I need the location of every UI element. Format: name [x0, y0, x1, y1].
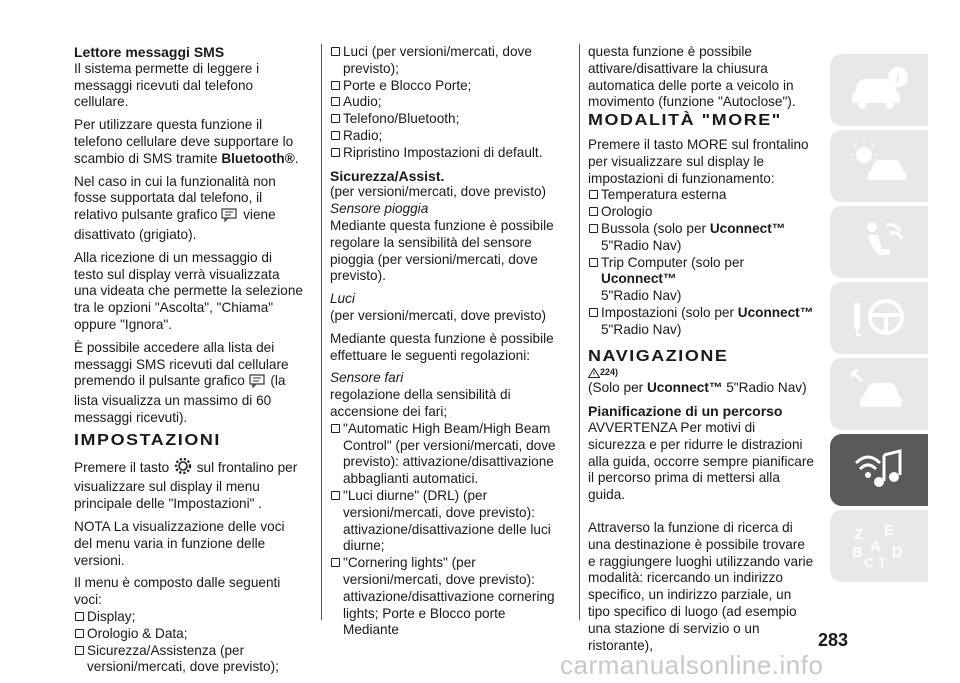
svg-text:B: B [852, 543, 863, 561]
paragraph: (per versioni/mercati, dove previsto) [330, 184, 547, 200]
spacer [588, 510, 816, 520]
heading-sicurezza: Sicurezza/Assist. [330, 167, 445, 184]
tab-car-info[interactable] [830, 54, 928, 126]
paragraph [74, 457, 304, 513]
paragraph: Il menu è composto dalle seguenti voci: [74, 575, 281, 608]
paragraph: Attraverso la funzione di ricerca di una destinazione è possibile trovare e raggiungere luoghi utilizzando varie modalità: ricercando un indirizzo specifico, un indirizzo parziale, un tipo specifico di luogo (ad esempio una stazione di servizio o un ristorante), [588, 519, 814, 653]
svg-text:E: E [884, 521, 895, 539]
tab-steering-start[interactable] [830, 282, 928, 354]
text: Impostazioni (solo per [601, 304, 738, 320]
heading-impostazioni: IMPOSTAZIONI [74, 431, 221, 449]
paragraph: NOTA La visualizzazione delle voci del menu varia in funzione delle versioni. [74, 518, 285, 568]
svg-text:D: D [892, 543, 903, 561]
svg-text:C: C [864, 554, 874, 567]
list-item: Audio; [330, 94, 562, 111]
subheading-sensore-pioggia: Sensore pioggia [330, 201, 429, 217]
list-item: Telefono/Bluetooth; [330, 111, 562, 128]
airbag-safety-icon [848, 217, 910, 268]
tab-multimedia[interactable] [830, 434, 928, 506]
list-item: Radio; [330, 128, 562, 145]
paragraph [74, 340, 304, 427]
list-item [588, 305, 816, 339]
text: 5"Radio Nav) [722, 380, 807, 396]
heading-modalita-more: MODALITÀ "MORE" [588, 112, 782, 130]
list-item: Ripristino Impostazioni di default. [330, 145, 562, 162]
text: 5"Radio Nav) [601, 288, 682, 304]
bluetooth-term: Bluetooth® [221, 150, 295, 166]
list-item: Orologio & Data; [74, 626, 304, 643]
sms-list-icon [249, 374, 267, 393]
text: Bussola (solo per [601, 220, 710, 236]
maintenance-icon [848, 369, 910, 420]
heading-pianificazione: Pianificazione di un percorso [588, 403, 783, 420]
paragraph: questa funzione è possibile attivare/disattivare la chiusura automatica delle porte a veicolo in movimento (funzione "Autoclose"). [588, 44, 796, 110]
heading-navigazione: NAVIGAZIONE [588, 347, 729, 365]
multimedia-icon [848, 445, 910, 496]
heading-sms: Lettore messaggi SMS [74, 44, 225, 60]
paragraph: Alla ricezione di un messaggio di testo sul display verrà visualizzata una videata che permette la selezione tra le opzioni "Ascolta", "Chiama" oppure "Ignora". [74, 249, 303, 332]
svg-text:T: T [878, 554, 886, 567]
warning-ref-number: 224) [600, 367, 619, 378]
text: (Solo per [588, 380, 647, 396]
sms-list-icon [221, 208, 239, 227]
paragraph: Premere il tasto MORE sul frontalino per visualizzare sul display le impostazioni di funzionamento: [588, 136, 809, 186]
text: È possibile accedere alla lista dei messaggi SMS ricevuti dal cellulare premendo il pulsante grafico [74, 339, 289, 389]
tab-maintenance[interactable] [830, 358, 928, 430]
uconnect-term: Uconnect™ [646, 380, 723, 396]
settings-gear-icon [173, 457, 193, 480]
text-column-2 [330, 44, 562, 639]
tab-airbag-safety[interactable] [830, 206, 928, 278]
list-item: Sicurezza/Assistenza (per versioni/mercati, dove previsto); [74, 643, 304, 677]
paragraph [74, 174, 304, 244]
watermark: carmanualsonline.info [560, 650, 824, 680]
svg-text:A: A [870, 537, 881, 555]
list-item: "Luci diurne" (DRL) (per versioni/mercati, dove previsto): attivazione/disattivazione delle luci diurne; [330, 488, 562, 555]
page-number: 283 [818, 630, 849, 650]
uconnect-term: Uconnect™ [601, 271, 677, 287]
paragraph: Mediante questa funzione è possibile effettuare le seguenti regolazioni: [330, 330, 554, 363]
uconnect-term: Uconnect™ [737, 304, 814, 320]
list-item [588, 255, 816, 305]
text: 5"Radio Nav) [601, 321, 682, 337]
text: (la lista visualizza un massimo di 60 messaggi ricevuti). [74, 373, 286, 425]
text: 5"Radio Nav) [601, 237, 682, 253]
list-item [588, 221, 816, 255]
paragraph [74, 117, 304, 167]
svg-text:i: i [896, 69, 900, 85]
text-column-3 [588, 44, 816, 654]
tab-warning-lights[interactable] [830, 130, 928, 202]
index-icon [848, 521, 910, 572]
uconnect-term: Uconnect™ [709, 220, 786, 236]
steering-start-icon [848, 293, 910, 344]
text: Trip Computer (solo per [601, 254, 745, 270]
text: Per utilizzare questa funzione il telefono cellulare deve supportare lo scambio di SMS tramite [74, 117, 294, 166]
list-item: "Automatic High Beam/High Beam Control" (per versioni/mercati, dove previsto): attivazione/disattivazione abbaglianti automatici. [330, 421, 562, 488]
paragraph: AVVERTENZA Per motivi di sicurezza e per ridurre le distrazioni alla guida, occorre sempre pianificare il percorso prima di mettersi alla guida. [588, 419, 814, 503]
text: Nel caso in cui la funzionalità non fosse supportata dal telefono, il relativo pulsante grafico [74, 173, 276, 223]
column-divider [321, 44, 322, 620]
paragraph [588, 380, 816, 397]
svg-text:Z: Z [854, 525, 864, 543]
warning-ref [588, 367, 816, 380]
list-item: Display; [74, 609, 304, 626]
paragraph: (per versioni/mercati, dove previsto) [330, 307, 547, 323]
text: sul frontalino per visualizzare sul display il menu principale delle "Impostazioni" . [74, 459, 298, 512]
tab-index[interactable] [830, 510, 928, 582]
subheading-sensore-fari: Sensore fari [330, 370, 404, 386]
list-item: Orologio [588, 204, 816, 221]
list-item: Luci (per versioni/mercati, dove previsto); [330, 44, 562, 78]
list-item: Porte e Blocco Porte; [330, 78, 562, 95]
text-column-1 [74, 44, 304, 676]
car-info-icon [848, 65, 910, 116]
warning-lights-icon [848, 141, 910, 192]
text: Premere il tasto [74, 459, 173, 475]
list-item: Temperatura esterna [588, 187, 816, 204]
paragraph: Mediante questa funzione è possibile regolare la sensibilità del sensore pioggia (per versioni/mercati, dove previsto). [330, 217, 554, 284]
warning-triangle-icon [588, 368, 600, 380]
text: . [294, 150, 299, 166]
chapter-tabs [830, 54, 928, 586]
subheading-luci: Luci [330, 291, 355, 307]
paragraph: regolazione della sensibilità di accensione dei fari; [330, 387, 511, 419]
text: viene disattivato (grigiato). [74, 207, 276, 242]
column-divider [579, 44, 580, 620]
list-item: "Cornering lights" (per versioni/mercati, dove previsto): attivazione/disattivazione cornering lights; Porte e Blocco porte Mediante [330, 555, 562, 639]
paragraph: Il sistema permette di leggere i messaggi ricevuti dal telefono cellulare. [74, 60, 260, 110]
